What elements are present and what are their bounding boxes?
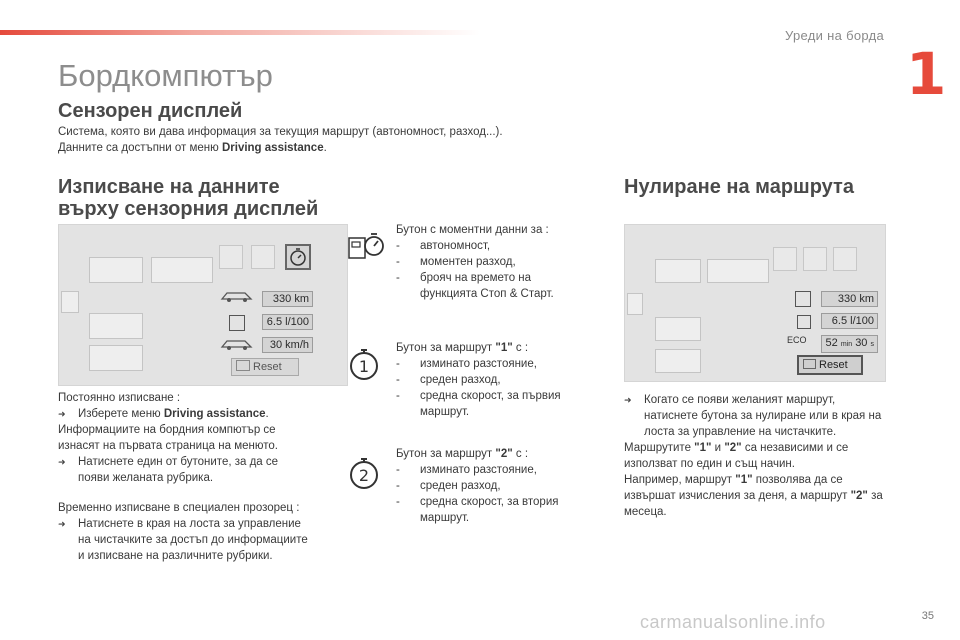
screen-placeholder-box (151, 257, 213, 283)
page-subtitle: Сензорен дисплей (58, 100, 243, 122)
trip-1-number: "1" (495, 342, 513, 354)
range-value: 330 km (821, 291, 878, 307)
reset-icon (803, 359, 816, 369)
trip-1-icon (251, 245, 275, 269)
text-part: за месеца. (624, 490, 883, 518)
permanent-bullet-1 (58, 406, 308, 422)
permanent-display-block (58, 390, 308, 486)
eco-label: ECO (787, 335, 807, 345)
touchscreen-reset-illustration (624, 224, 886, 382)
screen-menu-icon (219, 245, 243, 269)
reset-label: Reset (253, 361, 282, 373)
stop-start-timer (821, 335, 878, 353)
list-item: - изминато разстояние, (396, 356, 576, 372)
trip-2-ref: "2" (850, 490, 868, 502)
list-item: - средна скорост, за втория маршрут. (396, 494, 576, 526)
text-part: позволява да се извършат изчисления за деня, а маршрут (624, 474, 851, 502)
list-item: - автономност, (396, 238, 576, 254)
intro-line-2-suffix: . (323, 142, 327, 154)
reset-bullet: ➜ Когато се появи желаният маршрут, натиснете бутона за нулиране или в края на лоста за управление на чистачките. (624, 392, 884, 440)
list-item: - средна скорост, за първия маршрут. (396, 388, 576, 420)
trip-2-title-suffix: с : (512, 448, 529, 460)
trip-1-ref: "1" (735, 474, 753, 486)
trip-1-title-prefix: Бутон за маршрут (396, 342, 496, 354)
trip-1-icon (803, 247, 827, 271)
trip-2-icon (346, 455, 382, 491)
trip-1-description (396, 340, 576, 420)
permanent-bullet-1-suffix: . (265, 408, 269, 420)
trip-1-ref: "1" (694, 442, 712, 454)
timer-seconds-unit: s (870, 341, 874, 348)
fuel-pump-icon (797, 315, 811, 329)
range-value: 330 km (262, 291, 313, 307)
trip-1-icon (346, 346, 382, 382)
chapter-number: 1 (906, 40, 947, 108)
instant-data-description (396, 222, 576, 302)
fuel-pump-icon (229, 315, 245, 331)
speed-value: 30 km/h (262, 337, 313, 353)
list-item: - среден разход, (396, 478, 576, 494)
instant-data-icon (285, 244, 311, 270)
consumption-value: 6.5 l/100 (262, 314, 313, 330)
reset-instructions (624, 392, 884, 520)
fuel-range-icon (795, 291, 811, 307)
timer-seconds: 30 (855, 337, 868, 349)
text-part: Маршрутите (624, 442, 695, 454)
consumption-value: 6.5 l/100 (821, 313, 878, 329)
screen-placeholder-box (707, 259, 769, 283)
timer-minutes-unit: min (840, 341, 853, 348)
header-accent-bar (0, 30, 480, 35)
watermark: carmanualsonline.info (640, 612, 826, 632)
section-title: Уреди на борда (785, 28, 884, 43)
trip-2-title-prefix: Бутон за маршрут (396, 448, 496, 460)
screen-placeholder-box (89, 345, 143, 371)
intro-menu-name: Driving assistance (221, 142, 324, 154)
trip-2-number: "2" (495, 448, 513, 460)
list-item: - среден разход, (396, 372, 576, 388)
car-speed-icon (219, 337, 255, 351)
temporary-title: Временно изписване в специален прозорец : (58, 502, 300, 514)
trip-2-icon (833, 247, 857, 271)
trip-1-title-suffix: с : (512, 342, 529, 354)
screen-side-tab (61, 291, 79, 313)
trip-2-ref: "2" (724, 442, 742, 454)
screen-side-tab (627, 293, 643, 315)
trip-1-title (396, 340, 576, 356)
permanent-bullet-2: ➜ Натиснете един от бутоните, за да се появи желаната рубрика. (58, 454, 308, 486)
instant-data-icon (346, 228, 386, 262)
instant-data-title: Бутон с моментни данни за : (396, 224, 549, 236)
permanent-title: Постоянно изписване : (58, 392, 181, 404)
reset-label: Reset (819, 359, 848, 371)
reset-button[interactable] (797, 355, 863, 375)
page-number: 35 (921, 610, 934, 622)
intro-line-2 (58, 140, 327, 156)
left-section-heading (58, 176, 318, 220)
temporary-bullet: ➜ Натиснете в края на лоста за управление на чистачките за достъп до информациите и изписване на различните рубрики. (58, 516, 308, 564)
permanent-bullet-1-prefix: Изберете меню (78, 408, 164, 420)
screen-placeholder-box (655, 349, 701, 373)
reset-button[interactable] (231, 358, 299, 376)
permanent-menu-name: Driving assistance (163, 408, 266, 420)
page-title: Бордкомпютър (58, 58, 273, 93)
text-part: са независими и се използват по един и същ начин. (624, 442, 849, 470)
trip-2-description (396, 446, 576, 526)
temporary-display-block (58, 500, 308, 564)
svg-text:2: 2 (358, 466, 370, 485)
right-section-heading: Нулиране на маршрута (624, 176, 854, 198)
screen-menu-icon (773, 247, 797, 271)
screen-placeholder-box (89, 313, 143, 339)
left-heading-line-2: върху сензорния дисплей (58, 198, 319, 220)
list-item: - брояч на времето на функцията Стоп & Старт. (396, 270, 576, 302)
timer-minutes: 52 (825, 337, 838, 349)
trips-independent-text (624, 440, 884, 472)
screen-placeholder-box (655, 259, 701, 283)
intro-line-1: Система, която ви дава информация за текущия маршрут (автономност, разход...). (58, 126, 503, 138)
touchscreen-illustration (58, 224, 348, 386)
screen-placeholder-box (655, 317, 701, 341)
svg-text:1: 1 (358, 357, 370, 376)
left-heading-line-1: Изписване на данните (58, 176, 280, 198)
list-item: - изминато разстояние, (396, 462, 576, 478)
trip-2-title (396, 446, 576, 462)
list-item: - моментен разход, (396, 254, 576, 270)
intro-line-2-prefix: Данните са достъпни от меню (58, 142, 222, 154)
screen-placeholder-box (89, 257, 143, 283)
text-part: Например, маршрут (624, 474, 736, 486)
permanent-text: Информациите на бордния компютър се изнасят на първата страница на менюто. (58, 424, 278, 452)
trips-example-text (624, 472, 884, 520)
reset-icon (236, 360, 250, 371)
car-range-icon (219, 289, 255, 303)
text-part: и (711, 442, 725, 454)
